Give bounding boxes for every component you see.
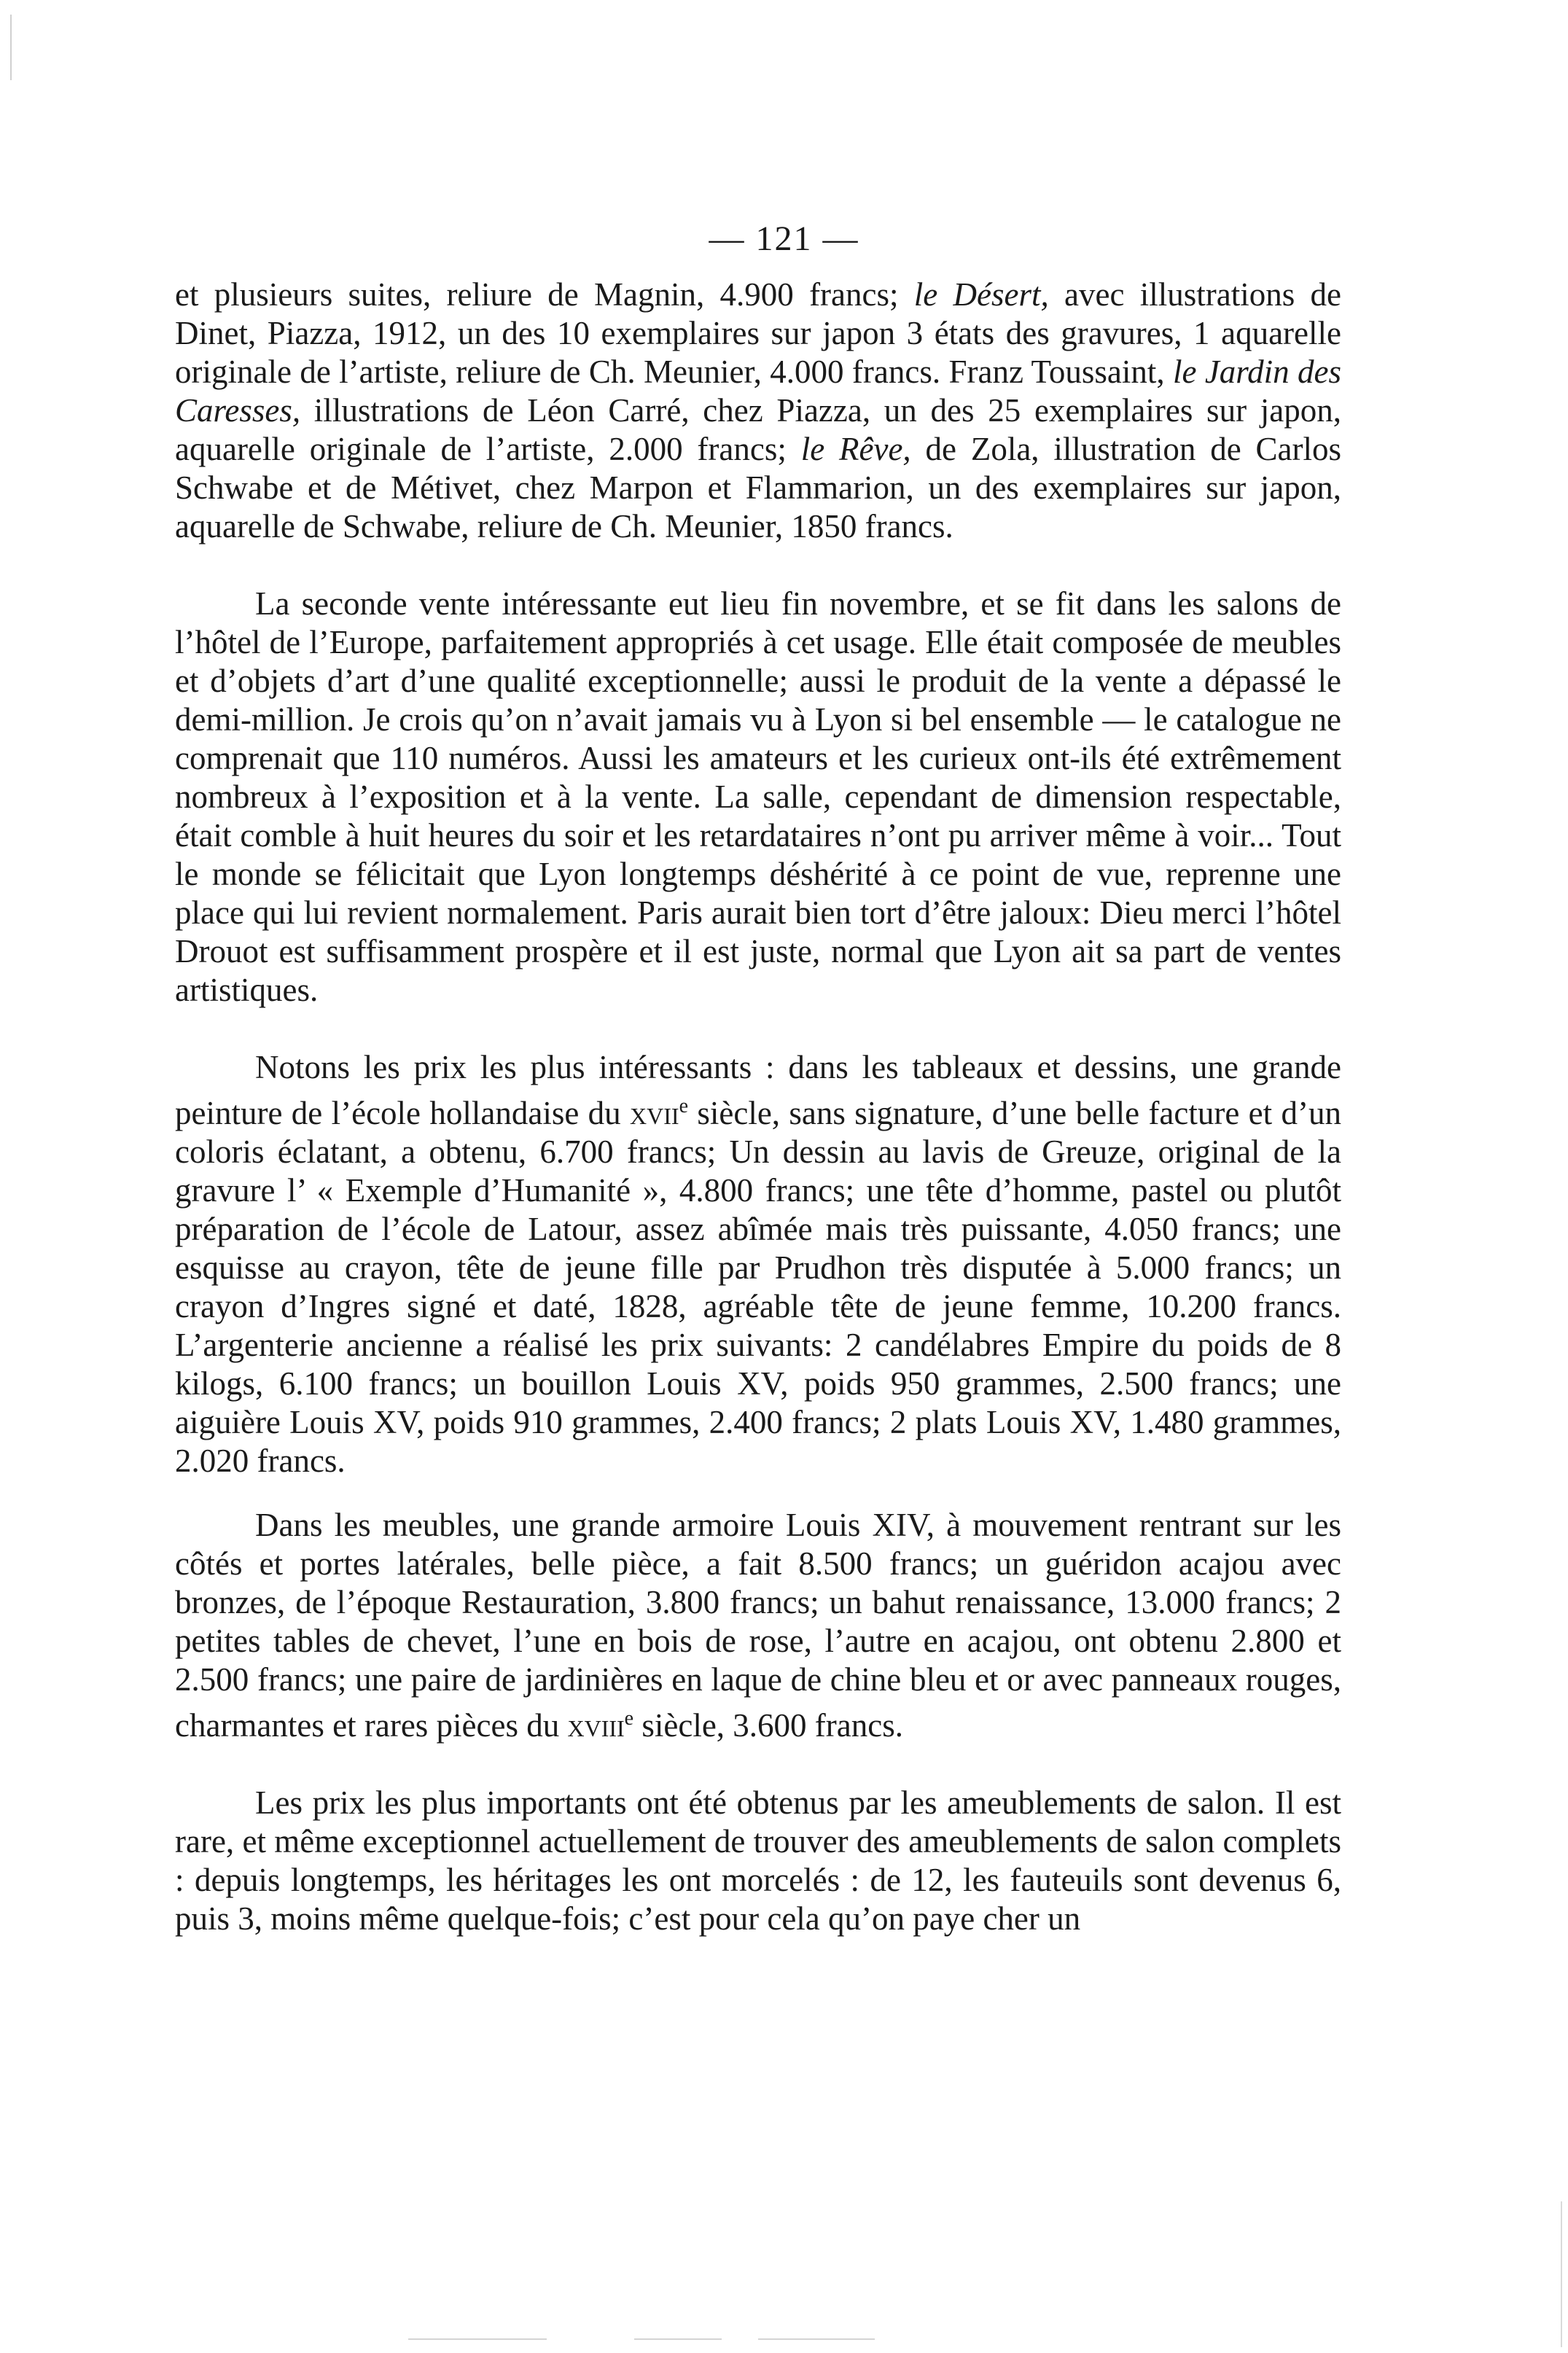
paragraph bbox=[175, 1048, 1341, 1480]
text-run: La seconde vente intéressante eut lieu fin novembre, et se fit dans les salons de l’hôtel de l’Europe, parfaitement appropriés à cet usage. Elle était composée de meubles et d’objets d’art d’une qualité exceptionnelle; aussi le produit de la vente a dépassé le demi-million. Je crois qu’on n’avait jamais vu à Lyon si bel ensemble — le catalogue ne comprenait que 110 numéros. Aussi les amateurs et les curieux ont-ils été extrêmement nombreux à l’exposition et à la vente. La salle, cependant de dimension respectable, était comble à huit heures du soir et les retardataires n’ont pu arriver même à voir... Tout le monde se félicitait que Lyon longtemps déshérité à ce point de vue, reprenne une place qui lui revient normalement. Paris aurait bien tort d’être jaloux: Dieu merci l’hôtel Drouot est suffisamment prospère et il est juste, normal que Lyon ait sa part de ventes artistiques. bbox=[175, 585, 1341, 1008]
text-run: Dans les meubles, une grande armoire Louis XIV, à mouvement rentrant sur les côtés et portes latérales, belle pièce, a fait 8.500 francs; un guéridon acajou avec bronzes, de l’époque Restauration, 3.800 francs; un bahut renaissance, 13.000 francs; 2 petites tables de chevet, l’une en bois de rose, l’autre en acajou, ont obtenu 2.800 et 2.500 francs; une paire de jardinières en laque de chine bleu et or avec panneaux rouges, charmantes et rares pièces du bbox=[175, 1507, 1341, 1744]
text-run: avec illustrations de Dinet, Piazza, 1912, un des 10 exemplaires sur japon 3 états des gravures, 1 aquarelle originale de l’artiste, reliure de Ch. Meunier, 4.000 francs. Franz Toussaint, bbox=[175, 276, 1341, 390]
body-text bbox=[175, 276, 1341, 1977]
paragraph bbox=[175, 276, 1341, 546]
century-numeral: xvii bbox=[630, 1095, 679, 1131]
scan-edge-mark bbox=[634, 2338, 722, 2340]
superscript: e bbox=[679, 1095, 688, 1117]
text-run: siècle, sans signature, d’une belle facture et d’un coloris éclatant, a obtenu, 6.700 francs; Un dessin au lavis de Greuze, original de la gravure l’ « Exemple d’Humanité », 4.800 francs; une tête d’homme, pastel ou plutôt préparation de l’école de Latour, assez abîmée mais très puissante, 4.050 francs; une esquisse au crayon, tête de jeune fille par Prudhon très disputée à 5.000 francs; un crayon d’Ingres signé et daté, 1828, agréable tête de jeune femme, 10.200 francs. L’argenterie ancienne a réalisé les prix suivants: 2 candélabres Empire du poids de 8 kilogs, 6.100 francs; un bouillon Louis XV, poids 950 grammes, 2.500 francs; une aiguière Louis XV, poids 910 grammes, 2.400 francs; 2 plats Louis XV, 1.480 grammes, 2.020 francs. bbox=[175, 1095, 1341, 1479]
century-numeral: xviii bbox=[567, 1707, 625, 1744]
italic-title: le Jardin des Caresses, bbox=[175, 354, 1342, 429]
italic-title: le Désert, bbox=[913, 276, 1049, 313]
text-run: Notons les prix les plus intéressants : dans les tableaux et dessins, une grande peinture de l’école hollandaise du bbox=[175, 1049, 1341, 1131]
scan-edge-mark bbox=[1561, 2201, 1562, 2347]
paragraph bbox=[175, 1506, 1341, 1745]
scan-edge-mark bbox=[10, 15, 12, 80]
text-run: Les prix les plus importants ont été obtenus par les ameublements de salon. Il est rare, et même exceptionnel actuellement de trouver des ameublements de salon complets : depuis longtemps, les héritages les ont morcelés : de 12, les fauteuils sont devenus 6, puis 3, moins même quelque-fois; c’est pour cela qu’on paye cher un bbox=[175, 1784, 1341, 1937]
scan-edge-mark bbox=[758, 2338, 875, 2340]
scan-edge-mark bbox=[408, 2338, 547, 2340]
page-number: — 121 — bbox=[709, 219, 859, 258]
paragraph bbox=[175, 1784, 1341, 1938]
paragraph bbox=[175, 585, 1341, 1010]
text-run: de Zola, illustration de Carlos Schwabe et de Métivet, chez Marpon et Flammarion, un des exemplaires sur japon, aquarelle de Schwabe, reliure de Ch. Meunier, 1850 francs. bbox=[175, 431, 1342, 545]
text-run: siècle, 3.600 francs. bbox=[633, 1707, 903, 1744]
superscript: e bbox=[624, 1707, 634, 1730]
text-run: illustrations de Léon Carré, chez Piazza, un des 25 exemplaires sur japon, aquarelle originale de l’artiste, 2.000 francs; bbox=[175, 392, 1341, 467]
italic-title: le Rêve, bbox=[800, 431, 911, 467]
text-run: et plusieurs suites, reliure de Magnin, 4.900 francs; bbox=[175, 276, 914, 313]
